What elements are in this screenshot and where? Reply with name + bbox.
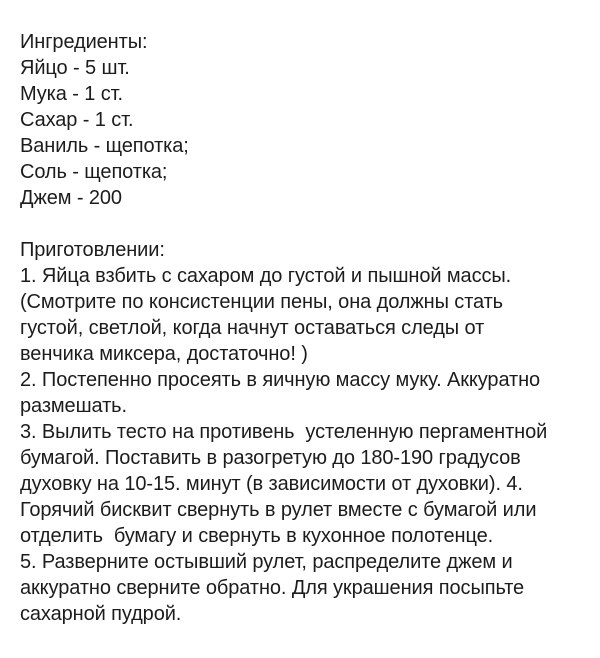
ingredient-item: Яйцо - 5 шт. bbox=[20, 57, 130, 79]
preparation-line: густой, светлой, когда начнут оставаться следы от bbox=[20, 317, 485, 339]
preparation-line: 5. Разверните остывший рулет, распределите джем и bbox=[20, 551, 513, 573]
preparation-line: бумагой. Поставить в разогретую до 180-190 градусов bbox=[20, 447, 521, 469]
preparation-line: размешать. bbox=[20, 395, 127, 417]
preparation-line: духовку на 10-15. минут (в зависимости от духовки). 4. bbox=[20, 473, 523, 495]
preparation-line: Горячий бисквит свернуть в рулет вместе с бумагой или bbox=[20, 499, 537, 521]
ingredient-item: Джем - 200 bbox=[20, 187, 122, 209]
preparation-line: венчика миксера, достаточно! ) bbox=[20, 343, 308, 365]
ingredient-item: Сахар - 1 ст. bbox=[20, 109, 134, 131]
preparation-line: 1. Яйца взбить с сахаром до густой и пышной массы. bbox=[20, 265, 512, 287]
preparation-line: аккуратно сверните обратно. Для украшения посыпьте bbox=[20, 577, 525, 599]
ingredient-item: Ваниль - щепотка; bbox=[20, 135, 189, 157]
preparation-line: 3. Вылить тесто на противень устеленную пергаментной bbox=[20, 421, 548, 443]
preparation-line: 2. Постепенно просеять в яичную массу муку. Аккуратно bbox=[20, 369, 541, 391]
ingredients-heading: Ингредиенты: bbox=[20, 31, 148, 53]
ingredient-item: Мука - 1 ст. bbox=[20, 83, 123, 105]
ingredient-item: Соль - щепотка; bbox=[20, 161, 168, 183]
section-spacer bbox=[20, 211, 580, 237]
preparation-heading: Приготовлении: bbox=[20, 239, 165, 261]
preparation-line: (Смотрите по консистенции пены, она должны стать bbox=[20, 291, 504, 313]
preparation-line: отделить бумагу и свернуть в кухонное полотенце. bbox=[20, 525, 494, 547]
preparation-line: сахарной пудрой. bbox=[20, 603, 182, 625]
